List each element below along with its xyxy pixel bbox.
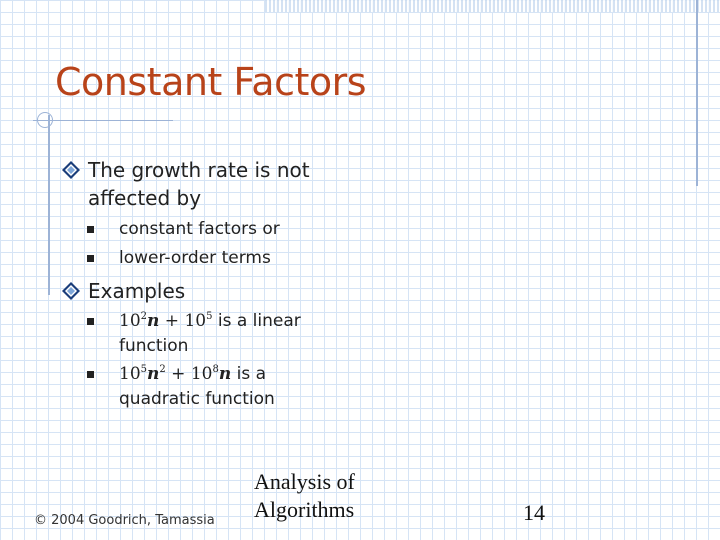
square-bullet-icon — [87, 255, 94, 262]
square-bullet-icon — [87, 371, 94, 378]
example-continuation: quadratic function — [119, 389, 275, 409]
course-title-line: Analysis of — [254, 469, 355, 494]
top-decorative-band — [265, 0, 720, 12]
sub-bullet-lower-order — [87, 246, 271, 271]
example-quadratic — [87, 362, 275, 412]
example-linear — [87, 309, 301, 359]
example-continuation: function — [119, 336, 189, 356]
bullet-growth-rate — [62, 156, 322, 212]
course-title-line: Algorithms — [254, 497, 355, 522]
page-number: 14 — [523, 500, 545, 525]
crosshair-circle-icon — [37, 112, 53, 128]
sub-bullet-text: constant factors or — [119, 219, 280, 239]
copyright-footer: © 2004 Goodrich, Tamassia — [34, 513, 215, 528]
sub-bullet-text: lower-order terms — [119, 248, 271, 268]
course-title-footer — [254, 468, 355, 524]
expression: $10^2n + 10^5$ — [119, 311, 213, 331]
square-bullet-icon — [87, 318, 94, 325]
bullet-examples — [62, 277, 322, 305]
slide-title: Constant Factors — [55, 60, 367, 104]
right-decorative-rule — [696, 0, 698, 186]
square-bullet-icon — [87, 226, 94, 233]
bullet-text: The growth rate is not affected by — [88, 158, 310, 210]
left-decorative-rule — [48, 115, 50, 295]
diamond-bullet-icon — [62, 282, 80, 300]
bullet-text: Examples — [88, 279, 186, 303]
example-suffix: is a linear — [212, 311, 301, 331]
sub-bullet-constant-factors — [87, 217, 280, 242]
expression: $10^5n^2 + 10^8n$ — [119, 364, 232, 384]
title-underline-rule — [33, 120, 173, 121]
diamond-bullet-icon — [62, 161, 80, 179]
example-suffix: is a — [231, 364, 267, 384]
